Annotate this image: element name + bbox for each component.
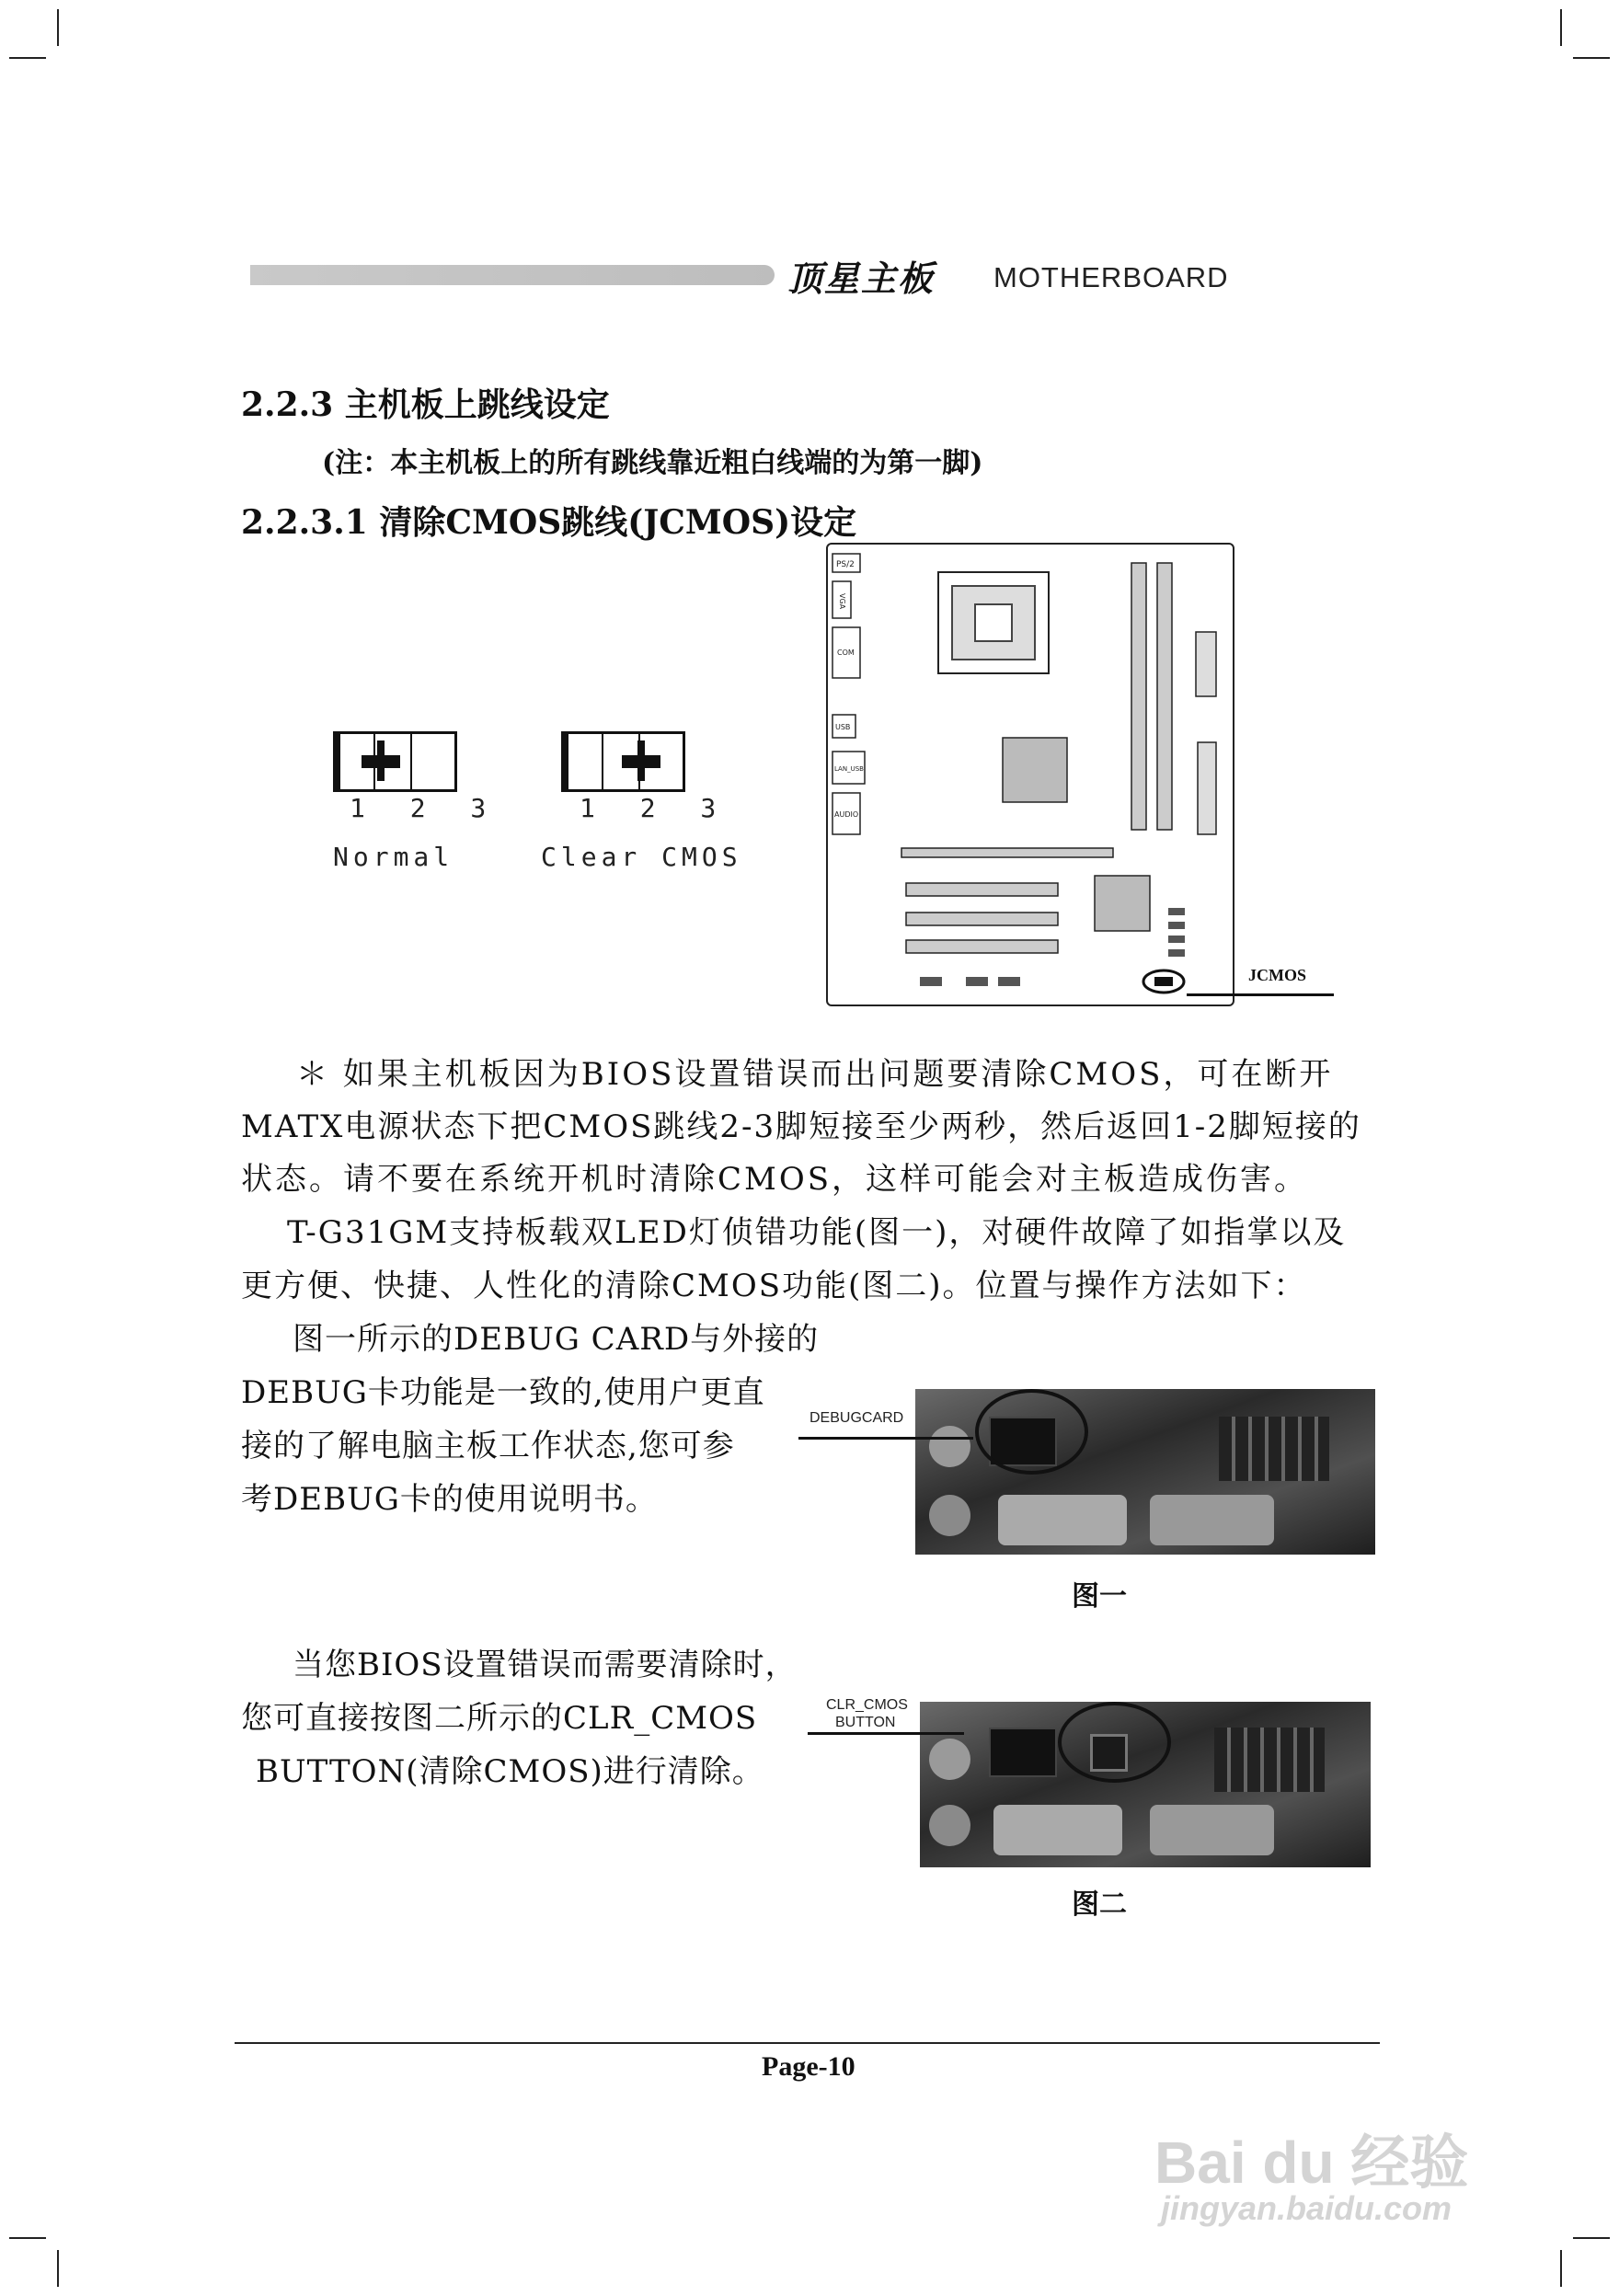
com-port bbox=[1150, 1805, 1274, 1855]
section-subtitle: 2.2.3.1 清除CMOS跳线(JCMOS)设定 bbox=[241, 503, 857, 542]
crop-mark bbox=[1560, 9, 1562, 46]
vga-port bbox=[993, 1805, 1122, 1855]
pin-3 bbox=[412, 734, 449, 789]
watermark-url: jingyan.baidu.com bbox=[1161, 2189, 1453, 2227]
pin1-marker bbox=[561, 731, 568, 792]
clr-cmos-callout-line1: CLR_CMOS bbox=[826, 1697, 908, 1713]
pin-1 bbox=[567, 734, 603, 789]
label-usb: USB bbox=[835, 723, 851, 731]
ps2-port bbox=[929, 1805, 970, 1846]
paragraph-line: 考DEBUG卡的使用说明书。 bbox=[241, 1481, 658, 1518]
capacitors bbox=[1214, 1728, 1325, 1792]
jcmos-leader-line bbox=[1187, 993, 1334, 996]
paragraph-line: 接的了解电脑主板工作状态,您可参 bbox=[241, 1428, 735, 1464]
footer-rule bbox=[235, 2042, 1380, 2044]
paragraph-line: 状态。请不要在系统开机时清除CMOS，这样可能会对主板造成伤害。 bbox=[241, 1161, 1308, 1198]
header-bar bbox=[250, 265, 775, 285]
figure-2-caption: 图二 bbox=[1072, 1888, 1127, 1921]
clr-cmos-leader-line bbox=[808, 1732, 964, 1735]
page-number: Page-10 bbox=[762, 2051, 855, 2082]
debugcard-callout: DEBUGCARD bbox=[810, 1410, 904, 1426]
pin-numbers: 1 2 3 bbox=[580, 793, 731, 823]
crop-mark bbox=[57, 9, 59, 46]
ps2-port bbox=[929, 1739, 970, 1780]
pin1-marker bbox=[333, 731, 340, 792]
paragraph-line: 图一所示的DEBUG CARD与外接的 bbox=[293, 1321, 820, 1358]
paragraph-line: DEBUG卡功能是一致的,使用户更直 bbox=[241, 1374, 765, 1411]
crop-mark bbox=[1560, 2250, 1562, 2287]
label-ps2: PS/2 bbox=[836, 560, 855, 569]
jumper-label-normal: Normal bbox=[333, 842, 454, 872]
highlight-circle bbox=[1058, 1702, 1171, 1783]
label-audio: AUDIO bbox=[834, 810, 859, 819]
crop-mark bbox=[57, 2250, 59, 2287]
figure-1-caption: 图一 bbox=[1072, 1580, 1127, 1613]
led-display bbox=[989, 1728, 1057, 1777]
pin-numbers: 1 2 3 bbox=[350, 793, 501, 823]
clr-cmos-photo bbox=[920, 1702, 1371, 1867]
jumper-cap-stem bbox=[377, 740, 385, 781]
motherboard-drawing bbox=[828, 545, 1233, 1004]
debug-card-photo bbox=[915, 1389, 1375, 1555]
jumper-cap-stem bbox=[637, 740, 645, 781]
debugcard-leader-line bbox=[798, 1437, 973, 1440]
label-lan-usb: LAN_USB bbox=[834, 765, 864, 773]
paragraph-line: ＊ 如果主机板因为BIOS设置错误而出问题要清除CMOS，可在断开 bbox=[296, 1056, 1334, 1093]
capacitors bbox=[1219, 1417, 1329, 1481]
paragraph-line: MATX电源状态下把CMOS跳线2-3脚短接至少两秒，然后返回1-2脚短接的 bbox=[241, 1108, 1361, 1145]
ps2-port bbox=[929, 1495, 970, 1536]
highlight-circle bbox=[975, 1389, 1088, 1475]
ps2-port bbox=[929, 1426, 970, 1467]
section-note: (注：本主机板上的所有跳线靠近粗白线端的为第一脚) bbox=[322, 447, 983, 479]
jumper-label-clear-cmos: Clear CMOS bbox=[541, 842, 742, 872]
paragraph-line: 您可直接按图二所示的CLR_CMOS bbox=[241, 1700, 758, 1737]
brand-logo-cn: 顶星主板 bbox=[787, 258, 936, 299]
jcmos-label: JCMOS bbox=[1248, 966, 1306, 984]
motherboard-layout-diagram bbox=[826, 543, 1234, 1006]
crop-mark bbox=[1573, 57, 1610, 59]
label-vga: VGA bbox=[838, 593, 846, 610]
com-port bbox=[1150, 1495, 1274, 1545]
paragraph-line: T-G31GM支持板载双LED灯侦错功能(图一)，对硬件故障了如指掌以及 bbox=[287, 1214, 1347, 1251]
section-title: 2.2.3 主机板上跳线设定 bbox=[241, 385, 610, 424]
baidu-logo-watermark: Bai du 经验 bbox=[1154, 2130, 1469, 2196]
vga-port bbox=[998, 1495, 1127, 1545]
paragraph-line: 更方便、快捷、人性化的清除CMOS功能(图二)。位置与操作方法如下： bbox=[241, 1268, 1307, 1304]
brand-logo-en: MOTHERBOARD bbox=[993, 261, 1229, 293]
clr-cmos-callout-line2: BUTTON bbox=[835, 1715, 896, 1730]
crop-mark bbox=[9, 57, 46, 59]
label-com: COM bbox=[837, 649, 855, 657]
paragraph-line: 当您BIOS设置错误而需要清除时， bbox=[293, 1647, 798, 1683]
paragraph-line: BUTTON(清除CMOS)进行清除。 bbox=[256, 1753, 764, 1790]
crop-mark bbox=[1573, 2237, 1610, 2239]
crop-mark bbox=[9, 2237, 46, 2239]
